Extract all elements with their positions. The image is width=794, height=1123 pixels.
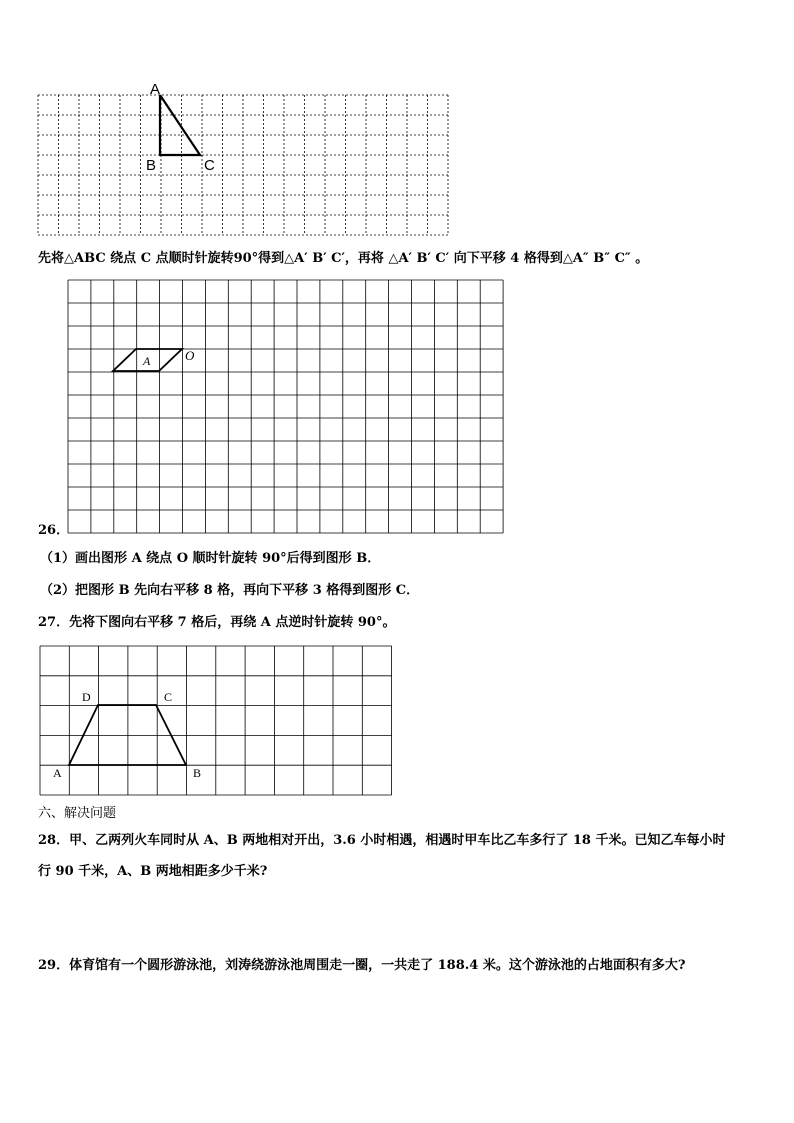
q26-part1: （1）画出图形 A 绕点 O 顺时针旋转 90°后得到图形 B． [40,551,381,566]
triangle-label-a: A [150,81,161,98]
triangle-abc [160,95,200,155]
trapezoid-label-c: C [164,690,173,704]
section-6-title: 六、解决问题 [38,806,117,821]
triangle-label-b: B [146,157,157,174]
trapezoid-label-d: D [82,690,91,704]
triangle-label-c: C [204,157,215,174]
trapezoid-label-b: B [193,766,202,780]
point-label-o: O [185,348,195,363]
trapezoid-grid-figure [38,644,396,798]
trapezoid-label-a: A [53,766,62,780]
q26-part2: （2）把图形 B 先向右平移 8 格，再向下平移 3 格得到图形 C． [40,583,420,598]
q29-question: 29．体育馆有一个圆形游泳池，刘涛绕游泳池周围走一圈，一共走了 188.4 米。这个游泳池的占地面积有多大? [38,958,686,973]
triangle-grid-figure [36,80,452,240]
parallelogram-grid-figure [66,278,504,538]
q26-number: 26． [38,523,70,538]
q28-line1: 28．甲、乙两列火车同时从 A、B 两地相对开出，3.6 小时相遇，相遇时甲车比乙车多行了 18 千米。已知乙车每小时 [38,833,726,848]
q25-instruction: 先将△ABC 绕点 C 点顺时针旋转90°得到△A′ B′ C′，再将 △A′ B′ C′ 向下平移 4 格得到△A″ B″ C″ 。 [38,251,649,266]
q27-instruction: 27．先将下图向右平移 7 格后，再绕 A 点逆时针旋转 90°。 [38,615,396,630]
q28-line2: 行 90 千米，A、B 两地相距多少千米? [38,864,268,879]
shape-label-a: A [143,354,151,368]
